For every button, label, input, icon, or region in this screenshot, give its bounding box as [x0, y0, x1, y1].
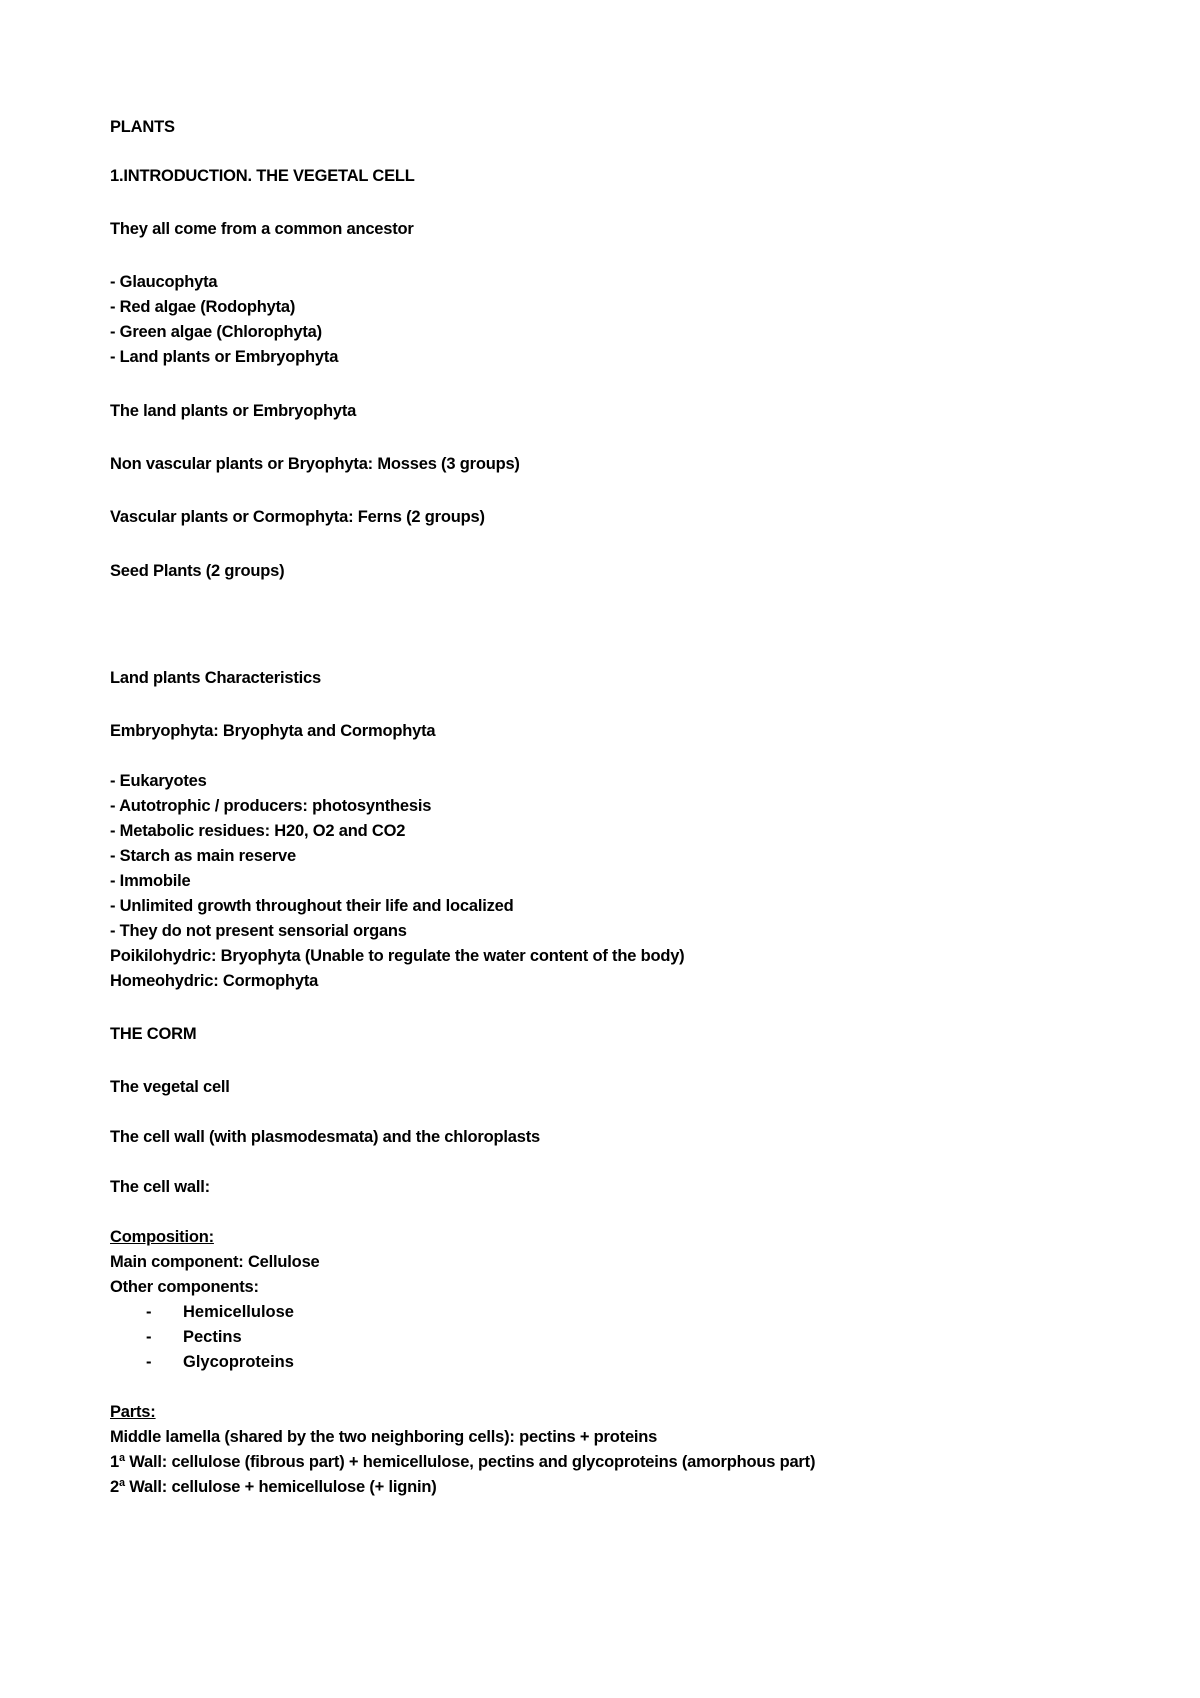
- list-item: - They do not present sensorial organs: [110, 922, 407, 940]
- list-item: - Immobile: [110, 872, 191, 890]
- list-item: - Starch as main reserve: [110, 847, 296, 865]
- list-item: 2ª Wall: cellulose + hemicellulose (+ lignin): [110, 1478, 437, 1496]
- list-item: - Unlimited growth throughout their life and localized: [110, 897, 514, 915]
- list-item: - Green algae (Chlorophyta): [110, 323, 322, 341]
- list-bullet: -: [146, 1303, 152, 1321]
- list-item: - Metabolic residues: H20, O2 and CO2: [110, 822, 406, 840]
- subheading: The land plants or Embryophyta: [110, 402, 357, 420]
- paragraph: Seed Plants (2 groups): [110, 562, 285, 580]
- parts-heading: Parts:: [110, 1403, 156, 1421]
- list-item: Pectins: [183, 1328, 242, 1346]
- list-item: - Red algae (Rodophyta): [110, 298, 296, 316]
- list-item: 1ª Wall: cellulose (fibrous part) + hemicellulose, pectins and glycoproteins (amorphous part): [110, 1453, 816, 1471]
- list-bullet: -: [146, 1328, 152, 1346]
- list-bullet: -: [146, 1353, 152, 1371]
- list-item: - Eukaryotes: [110, 772, 207, 790]
- list-item: - Land plants or Embryophyta: [110, 348, 339, 366]
- paragraph: They all come from a common ancestor: [110, 220, 414, 238]
- paragraph: Main component: Cellulose: [110, 1253, 320, 1271]
- paragraph: Other components:: [110, 1278, 259, 1296]
- composition-heading: Composition:: [110, 1228, 214, 1246]
- list-item: Glycoproteins: [183, 1353, 294, 1371]
- document-title: PLANTS: [110, 118, 175, 136]
- subheading: The cell wall:: [110, 1178, 210, 1196]
- paragraph: The cell wall (with plasmodesmata) and the chloroplasts: [110, 1128, 541, 1146]
- paragraph: Homeohydric: Cormophyta: [110, 972, 319, 990]
- paragraph: Poikilohydric: Bryophyta (Unable to regulate the water content of the body): [110, 947, 685, 965]
- section-heading: 1.INTRODUCTION. THE VEGETAL CELL: [110, 167, 415, 185]
- section-heading: THE CORM: [110, 1025, 197, 1043]
- list-item: Middle lamella (shared by the two neighboring cells): pectins + proteins: [110, 1428, 658, 1446]
- subheading: The vegetal cell: [110, 1078, 230, 1096]
- paragraph: Embryophyta: Bryophyta and Cormophyta: [110, 722, 436, 740]
- subheading: Land plants Characteristics: [110, 669, 322, 687]
- list-item: - Glaucophyta: [110, 273, 218, 291]
- list-item: - Autotrophic / producers: photosynthesis: [110, 797, 432, 815]
- paragraph: Non vascular plants or Bryophyta: Mosses (3 groups): [110, 455, 520, 473]
- paragraph: Vascular plants or Cormophyta: Ferns (2 groups): [110, 508, 485, 526]
- list-item: Hemicellulose: [183, 1303, 294, 1321]
